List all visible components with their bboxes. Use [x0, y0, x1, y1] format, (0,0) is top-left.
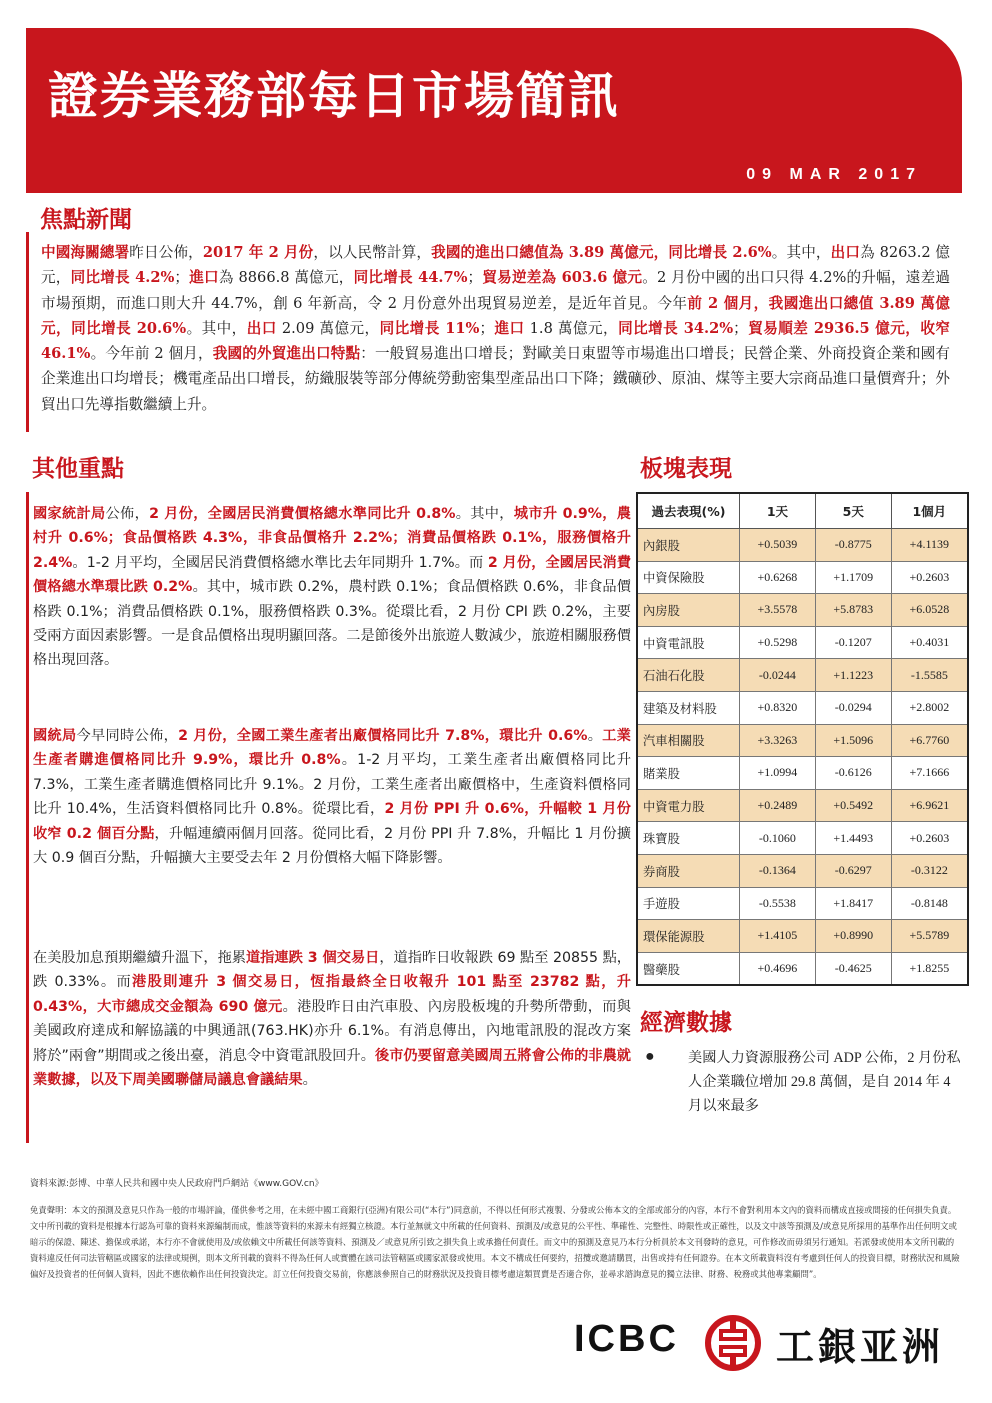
highlight-text: 貿易逆差為 603.6 億元 — [482, 269, 643, 287]
return-1m-cell: +0.2603 — [891, 561, 968, 594]
logo-text-cn: 工銀亚洲 — [776, 1325, 945, 1369]
highlight-text: 後市仍要留意美國周五將會公佈的非農就業數據，以及下周美國聯儲局議息會議結果 — [33, 1047, 631, 1089]
body-text: 2.09 萬億元， — [276, 319, 380, 337]
body-text: ：一般貿易進出口增長；對歐美日東盟等市場進出口增長；民營企業、外商投資企業和國有企業進出口均增長；機電產品出口增長，紡織服裝等部分傳統勞動密集型產品出口下降；鐵礦砂、原油、煤等主要大宗商品進口量價齊升；外貿出口先導指數繼續上升。 — [41, 345, 950, 413]
sector-name-cell: 券商股 — [637, 854, 740, 887]
sector-name-cell: 汽車相關股 — [637, 724, 740, 757]
return-1d-cell: +0.5039 — [740, 529, 816, 562]
return-5d-cell: +5.8783 — [815, 594, 891, 627]
body-text: ，以人民幣計算， — [313, 244, 432, 261]
return-1m-cell: +2.8002 — [891, 691, 968, 724]
table-row — [637, 724, 968, 757]
return-5d-cell: +0.8990 — [815, 920, 891, 953]
icbc-emblem-icon — [704, 1314, 762, 1372]
highlight-text: 同比增長 44.7% — [353, 269, 468, 287]
sector-name-cell: 賭業股 — [637, 757, 740, 790]
highlight-text: 中國海關總署 — [41, 244, 130, 261]
return-1m-cell: +6.9621 — [891, 789, 968, 822]
body-text: 昨日公佈， — [129, 244, 203, 261]
highlight-text: 2 月份，全國居民消費價格總水準同比升 0.8% — [149, 506, 456, 522]
body-text: 為 8866.8 萬億元， — [218, 269, 354, 287]
return-1m-cell: +7.1666 — [891, 757, 968, 790]
sector-name-cell: 珠寶股 — [637, 822, 740, 855]
return-5d-cell: +1.8417 — [815, 887, 891, 920]
market-paragraph — [33, 946, 631, 1092]
highlight-text: 我國的外貿進出口特點 — [212, 345, 361, 363]
return-1m-cell: +6.7760 — [891, 724, 968, 757]
page-title: 證券業務部每日市場簡訊 — [48, 67, 620, 125]
body-text: 在美股加息預期繼續升溫下，拖累 — [33, 950, 246, 966]
body-text: 1.8 萬億元， — [524, 319, 619, 337]
highlight-text: 2 月份 PPI 升 0.6%，升幅較 1 月份收窄 0.2 個百分點 — [33, 801, 631, 842]
return-1d-cell: +0.2489 — [740, 789, 816, 822]
cpi-paragraph — [33, 502, 631, 673]
sector-name-cell: 中資電訊股 — [637, 626, 740, 659]
return-1d-cell: +1.4105 — [740, 920, 816, 953]
return-1d-cell: -0.0244 — [740, 659, 816, 692]
return-1d-cell: +3.5578 — [740, 594, 816, 627]
body-text: 。1-2 月平均，全國居民消費價格總水準比去年同期升 1.7%。而 — [72, 554, 488, 571]
sector-name-cell: 中資保險股 — [637, 561, 740, 594]
logo-text-en: ICBC — [574, 1318, 679, 1360]
table-row — [637, 822, 968, 855]
sector-name-cell: 中資電力股 — [637, 789, 740, 822]
sector-name-cell: 環保能源股 — [637, 920, 740, 953]
col-header-5d: 5天 — [815, 493, 891, 529]
focus-news-paragraph — [41, 240, 950, 417]
body-text: 為 8263.2 億元， — [41, 244, 950, 287]
return-1m-cell: -0.3122 — [891, 854, 968, 887]
return-1d-cell: -0.1364 — [740, 854, 816, 887]
highlight-text: 2017 年 2 月份 — [202, 244, 314, 261]
sector-name-cell: 建築及材料股 — [637, 691, 740, 724]
highlight-text: 進口 — [494, 319, 525, 337]
return-1m-cell: -1.5585 — [891, 659, 968, 692]
body-text: 。2 月份中國的出口只得 4.2%的升幅，遠差過市場預期，而進口則大升 44.7%，創 6 年新高，令 2 月份意外出現貿易逆差，是近年首見。今年 — [41, 269, 950, 312]
table-row — [637, 691, 968, 724]
return-5d-cell: -0.8775 — [815, 529, 891, 562]
economic-data-text: 美國人力資源服務公司 ADP 公佈，2 月份私人企業職位增加 29.8 萬個，是自 2014 年 4 月以來最多 — [688, 1050, 961, 1114]
highlight-text: 同比增長 11% — [379, 319, 480, 337]
highlight-text: 城市升 0.9%，農村升 0.6%；食品價格跌 4.3%，非食品價格升 2.2%；消費品價格跌 0.1%，服務價格升 2.4% — [33, 506, 631, 571]
body-text: 。 — [302, 1072, 317, 1089]
return-5d-cell: -0.6126 — [815, 757, 891, 790]
header-banner — [26, 28, 962, 193]
return-5d-cell: +1.4493 — [815, 822, 891, 855]
table-row — [637, 952, 968, 985]
highlight-text: 貿易順差 2936.5 億元，收窄 46.1% — [41, 319, 950, 363]
highlight-text: 國統局 — [33, 728, 77, 744]
sector-name-cell: 手遊股 — [637, 887, 740, 920]
bullet-icon: ● — [645, 1048, 655, 1065]
return-5d-cell: -0.1207 — [815, 626, 891, 659]
disclaimer: 免責聲明：本文的預測及意見只作為一般的市場評論，僅供參考之用，在未經中國工商銀行(亞洲)有限公司(“本行”)同意前，不得以任何形式複製、分發或公佈本文的全部或部分的內容，本行不會對利用本文內的資料而構成直接或間接的任何損失負責。文中所刊載的資料是根據本行認為可靠的資料來源編制而成，惟該等資料的來源未有經獨立核證。本行並無就文中所載的任何資料、預測及/或意見的公平性、準確性、完整性、時限性或正確性，以及文中該等預測及/或意見所採用的基準作出任何明文或暗示的保證、陳述、擔保或承諾，本行亦不會就使用及/或依賴文中所載任何該等資料、預測及／或意見所引致之損失負上或承擔任何責任。而文中的預測及意見乃本行分析員於本文刊發時的意見，可作修改而毋須另行通知。若派發或使用本文所刊載的資料違反任何司法管轄區或國家的法律或規例，則本文所刊載的資料不得為任何人或實體在該司法管轄區或國家派發或使用。本文不構成任何要約，招攬或邀請購買，出售或持有任何證券。在本文所載資料沒有考慮到任何人的投資目標，財務狀況和風險偏好及投資者的任何個人資料，因此不應依賴作出任何投資決定。訂立任何投資交易前，你應該參照自己的財務狀況及投資目標考慮這類買賣是否適合你，並尋求諮詢意見的獨立法律、財務、稅務或其他專業顧問”。 — [30, 1205, 960, 1279]
body-text: ； — [479, 319, 495, 337]
sector-performance-heading: 板塊表現 — [640, 456, 732, 482]
body-text: 。其中， — [771, 244, 831, 261]
body-text: 公佈， — [105, 506, 150, 522]
col-header-period: 過去表現(%) — [637, 493, 740, 529]
body-text: 。港股昨日由汽車股、內房股板塊的升勢所帶動，而與美國政府達成和解協議的中興通訊(763.HK)亦升 6.1%。有消息傳出，內地電訊股的混改方案將於”兩會”期間或之後出臺，消息令中資電訊股回升。 — [33, 998, 631, 1064]
return-1m-cell: +0.2603 — [891, 822, 968, 855]
return-1m-cell: +0.4031 — [891, 626, 968, 659]
table-row — [637, 757, 968, 790]
body-text: ，道指昨日收報跌 69 點至 20855 點，跌 0.33%。而 — [33, 950, 631, 991]
report-date: 09 MAR 2017 — [746, 166, 922, 183]
economic-data-heading: 經濟數據 — [640, 1010, 732, 1036]
return-5d-cell: +1.5096 — [815, 724, 891, 757]
body-text: ； — [467, 269, 483, 287]
data-source: 資料來源:彭博、中華人民共和國中央人民政府門戶網站《www.GOV.cn》 — [30, 1179, 324, 1189]
highlight-text: 2 月份，全國工業生產者出廠價格同比升 7.8%，環比升 0.6% — [178, 728, 588, 744]
return-1m-cell: -0.8148 — [891, 887, 968, 920]
highlight-text: 工業生產者購進價格同比升 9.9%，環比升 0.8% — [33, 728, 631, 769]
body-text: ； — [174, 269, 189, 287]
body-text: 。其中， — [455, 506, 514, 522]
highlight-text: 港股則連升 3 個交易日，恆指最終全日收報升 101 點至 23782 點，升 0.43%，大市總成交金額為 690 億元 — [33, 974, 631, 1015]
return-1m-cell: +4.1139 — [891, 529, 968, 562]
sector-name-cell: 醫藥股 — [637, 952, 740, 985]
return-5d-cell: -0.0294 — [815, 691, 891, 724]
body-text: ，升幅連續兩個月回落。從同比看，2 月份 PPI 升 7.8%，升幅比 1 月份擴大 0.9 個百分點，升幅擴大主要受去年 2 月份價格大幅下降影響。 — [33, 825, 632, 867]
return-5d-cell: +1.1709 — [815, 561, 891, 594]
body-text: 。1-2 月平均，工業生產者出廠價格同比升 7.3%，工業生產者購進價格同比升 9.1%。2 月份，工業生產者出廠價格中，生產資料價格同比升 10.4%，生活資料價格同比升 0.8%。從環比看， — [33, 752, 632, 818]
ppi-paragraph — [33, 724, 631, 870]
other-highlights-heading: 其他重點 — [32, 456, 124, 482]
table-header-row — [637, 493, 968, 529]
return-1d-cell: -0.1060 — [740, 822, 816, 855]
highlight-text: 同比增長 34.2% — [618, 319, 734, 337]
return-5d-cell: +0.5492 — [815, 789, 891, 822]
table-row — [637, 789, 968, 822]
body-text: 。今年前 2 個月， — [90, 345, 213, 363]
sector-performance-table — [636, 492, 969, 986]
table-row — [637, 854, 968, 887]
return-1d-cell: +3.3263 — [740, 724, 816, 757]
highlight-text: 道指連跌 3 個交易日 — [245, 950, 380, 966]
body-text: 。其中，城市跌 0.2%，農村跌 0.1%；食品價格跌 0.6%，非食品價格跌 0.1%；消費品價格跌 0.1%，服務價格跌 0.3%。從環比看，2 月份 CPI 跌 0.2%，主要受兩方面因素影響。一是食品價格出現明顯回落。二是節後外出旅遊人數減少，旅遊相關服務價格出現回落。 — [33, 579, 631, 669]
sector-name-cell: 石油石化股 — [637, 659, 740, 692]
focus-news-section — [26, 232, 960, 432]
sector-name-cell: 內銀股 — [637, 529, 740, 562]
return-5d-cell: -0.6297 — [815, 854, 891, 887]
return-5d-cell: -0.4625 — [815, 952, 891, 985]
highlight-text: 我國的進出口總值為 3.89 萬億元，同比增長 2.6% — [431, 244, 772, 261]
table-row — [637, 529, 968, 562]
return-5d-cell: +1.1223 — [815, 659, 891, 692]
return-1d-cell: +0.8320 — [740, 691, 816, 724]
highlight-text: 出口 — [830, 244, 861, 261]
sector-name-cell: 內房股 — [637, 594, 740, 627]
body-text: ； — [733, 319, 748, 337]
table-row — [637, 920, 968, 953]
icbc-logo — [572, 1312, 962, 1368]
col-header-1d: 1天 — [740, 493, 816, 529]
highlight-text: 同比增長 4.2% — [70, 269, 175, 287]
body-text: 今早同時公佈， — [76, 728, 179, 744]
return-1d-cell: +0.4696 — [740, 952, 816, 985]
return-1m-cell: +6.0528 — [891, 594, 968, 627]
return-1d-cell: +0.6268 — [740, 561, 816, 594]
return-1d-cell: +1.0994 — [740, 757, 816, 790]
body-text: 。其中， — [186, 319, 247, 337]
col-header-1m: 1個月 — [891, 493, 968, 529]
body-text: 。 — [587, 728, 603, 744]
highlight-text: 出口 — [246, 319, 277, 337]
highlight-text: 進口 — [188, 269, 219, 287]
highlight-text: 前 2 個月，我國進出口總值 3.89 萬億元，同比增長 20.6% — [41, 294, 950, 337]
table-row — [637, 659, 968, 692]
return-1m-cell: +5.5789 — [891, 920, 968, 953]
table-row — [637, 626, 968, 659]
highlight-text: 2 月份，全國居民消費價格總水準環比跌 0.2% — [33, 554, 632, 596]
focus-news-heading: 焦點新聞 — [40, 207, 132, 233]
table-row — [637, 887, 968, 920]
other-highlights-section — [26, 492, 635, 1143]
table-row — [637, 561, 968, 594]
return-1d-cell: +0.5298 — [740, 626, 816, 659]
table-row — [637, 594, 968, 627]
sector-table-body — [637, 529, 968, 986]
return-1m-cell: +1.8255 — [891, 952, 968, 985]
highlight-text: 國家統計局 — [33, 506, 106, 522]
return-1d-cell: -0.5538 — [740, 887, 816, 920]
